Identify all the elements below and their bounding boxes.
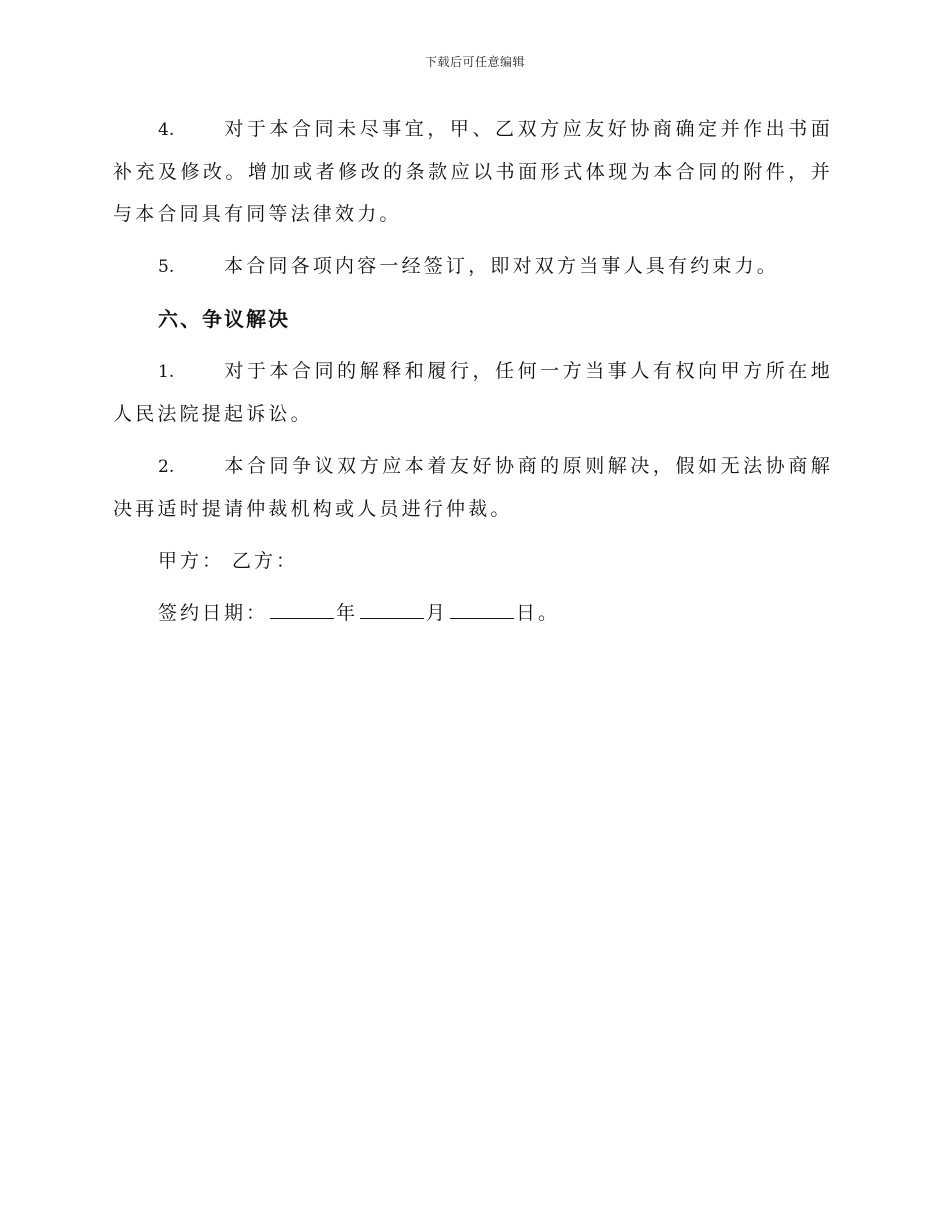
clause-text: 对于本合同未尽事宜，甲、乙双方应友好协商确定并作出书面补充及修改。增加或者修改的条款应以书面形式体现为本合同的附件，并与本合同具有同等法律效力。 <box>113 118 833 225</box>
year-label: 年 <box>336 602 359 624</box>
month-label: 月 <box>426 602 449 624</box>
clause-number: 5. <box>158 257 175 277</box>
clause-6-1 <box>113 350 833 435</box>
clause-number: 4. <box>158 120 175 140</box>
section-heading-dispute: 六、争议解决 <box>158 307 290 331</box>
page-header: 下载后可任意编辑 <box>424 55 525 69</box>
party-a-label: 甲方： <box>158 550 225 572</box>
month-blank[interactable] <box>360 600 424 619</box>
clause-text: 本合同争议双方应本着友好协商的原则解决，假如无法协商解决再适时提请仲裁机构或人员进行仲裁。 <box>113 455 833 520</box>
clause-number: 1. <box>158 362 175 382</box>
clause-text: 本合同各项内容一经签订，即对双方当事人具有约束力。 <box>224 255 780 277</box>
clause-4 <box>113 108 833 235</box>
year-blank[interactable] <box>270 600 334 619</box>
clause-5 <box>113 245 833 288</box>
clause-text: 对于本合同的解释和履行，任何一方当事人有权向甲方所在地人民法院提起诉讼。 <box>113 360 833 425</box>
clause-6-2 <box>113 445 833 530</box>
party-signatures <box>158 540 833 582</box>
document-body <box>113 108 833 644</box>
clause-number: 2. <box>158 457 175 477</box>
day-blank[interactable] <box>450 600 514 619</box>
party-b-label: 乙方： <box>232 550 299 572</box>
signing-date <box>158 592 833 634</box>
day-label: 日。 <box>516 602 561 624</box>
date-label: 签约日期： <box>158 602 269 624</box>
